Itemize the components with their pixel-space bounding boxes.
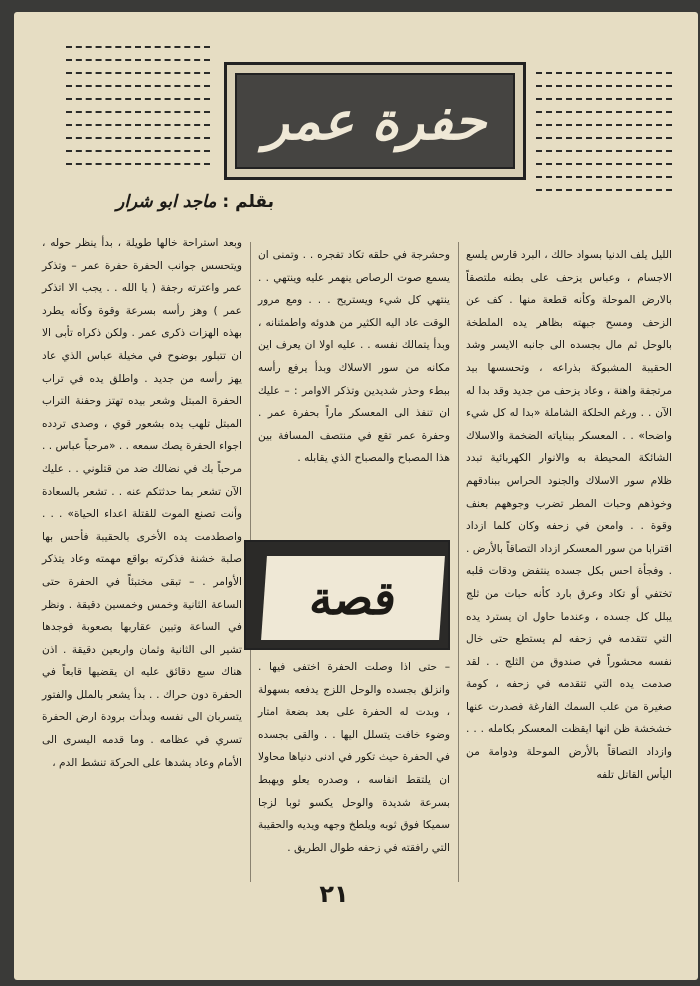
byline [74, 192, 274, 212]
page-title: حفرة عمر [263, 90, 487, 152]
article-column-middle-top [258, 244, 450, 470]
byline-label: بقلم : [222, 192, 274, 212]
page-number: ٢١ [319, 880, 349, 908]
article-column-left [42, 232, 242, 774]
story-label: قصة [307, 571, 399, 625]
byline-author: ماجد ابو شرار [116, 192, 217, 212]
column-text: – حتى اذا وصلت الحفرة اختفى فيها . وانزلق بجسده والوحل اللزج يدفعه بسهولة ، وبدت له الحفرة على بعد بضعة امتار وضوء خافت يتسلل اليها . . والقى بجسده في الحفرة حيث تكور في ادنى دنياها محاولا ان يلتقط انفاسه ، وصدره يعلو ويهبط بسرعة شديدة والوحل يكسو ثوبا لزجا سميكا فوق ثوبه ويلطخ وجهه ويديه والحقيبة التي رافقته في زحفه طوال الطريق . [258, 661, 450, 854]
story-label-box [244, 540, 450, 650]
article-column-middle-bottom [258, 656, 450, 859]
magazine-page [14, 12, 698, 980]
column-divider-right [458, 242, 459, 882]
column-text: الليل يلف الدنيا بسواد حالك ، البرد قارس يلسع الاجسام ، وعباس يزحف على بطنه ملتصقاً بالارض الموحلة وكأنه قطعة منها . كف عن الزحف ومسح جبهته بظاهر يده الملطخة بالوحل ثم مال بجسده الى جانبه الايسر وشد الحقيبة المشبوكة بذراعه ، وتحسسها بيد مرتجفة واهنة ، وعاد يزحف من جديد وقد بدا له الآن . . ورغم الحلكة الشاملة «بدا له كل شيء واضحا» . . المعسكر ببناياته الضخمة والاسلاك الشائكة المحيطة به والانوار الكهربائية تبدد ظلام سور الاسلاك والجنود الحراس ببنادقهم وخوذهم وحبات المطر تضرب وجوههم بعنف وقوة . . وامعن في زحفه وكان كلما ازداد اقترابا من سور المعسكر ازداد التصاقاً بالأرض . . وفجأة احس بكل جسده ينتفض ودقات قلبه تختفي أو تكاد وعرق بارد كأنه حبات من ثلج يبلل كل جسده ، وعندما حاول ان يسترد يده التي تتقدمه في زحفه لم يستطع حتى خال نفسه محشوراً في صندوق من الثلج . . لقد صدمت يده التي تتقدمه في زحفه ، كومة صغيرة من علب السمك الفارغة فصدرت عنها خشخشة ظن انها ايقظت المعسكر بكامله . . . وازداد التصاقاً بالأرض الموحلة ودوامة من اليأس القاتل تلفه [466, 249, 672, 781]
left-rule-block [66, 46, 210, 176]
column-text: وحشرجة في حلقه تكاد تفجره . . وتمنى ان يسمع صوت الرصاص ينهمر عليه وينتهي . . ينتهي كل شيء ويستريح . . . ومع مرور الوقت عاد اليه الكثير من هدوئه واطمئنانه ، وبدأ يتمالك نفسه . . عليه اولا ان يعرف اين مكانه من سور الاسلاك وبدأ يرفع رأسه ببطء وحذر شديدين وتذكر الاوامر : – عليك ان تنفذ الى المعسكر ماراً بحفرة عمر . وحفرة عمر تقع في منتصف المسافة بين هذا المصباح والمصباح الذي يقابله . [258, 249, 450, 465]
article-column-right [466, 244, 672, 786]
column-text: وبعد استراحة خالها طويلة ، بدأ ينظر حوله ، ويتحسس جوانب الحفرة حفرة عمر – وتذكر عمر واعترته رجفة ( يا الله . . يجب الا اتذكر عمر ) وهز رأسه بسرعة وقوة وكأنه يطرد بهذه الهزات ذكرى عمر . ولكن ذكراه تأبى الا ان تتبلور بوضوح في مخيلة عباس الذي عاد يهز رأسه من جديد . واطلق يده في تراب الحفرة المبتل وشعر بيده تهتز وحفنة التراب المبتل تلهب يده بشعور قوي ، وصدى تردده اجواء الحفرة يصك سمعه . . «مرحباً عباس . . مرحباً بك في نضالك ضد من قتلوني . . عليك الآن تشعر بما حدثتكم عنه . . تشعر بالسعادة وأنت تصنع الموت للقتلة اعداء الحياة» . . . واصطدمت يده الأخرى بالحقيبة فأحس بها صلبة خشنة فذكرته بواقع مهمته وعاد يتذكر الأوامر . – تبقى مختبئاً في الحفرة حتى الساعة الثانية وخمس وخمسين دقيقة . ونظر في الساعة وتبين عقاربها بصعوبة فوجدها تشير الى الثانية وثمان واربعين دقيقة . اذن هناك سبع دقائق عليه ان يقضيها قابعاً في الحفرة دون حراك . . بدأ يشعر بالملل والفتور يتسربان الى نفسه وبدأت برودة ارض الحفرة تسري في عظامه . وما قدمه اليسرى الى الأمام وعاد يشدها على الحركة تنشط الدم ، [42, 237, 242, 769]
story-label-panel [261, 556, 445, 640]
title-box [224, 62, 526, 180]
right-rule-block [536, 72, 672, 202]
title-panel [235, 73, 515, 169]
